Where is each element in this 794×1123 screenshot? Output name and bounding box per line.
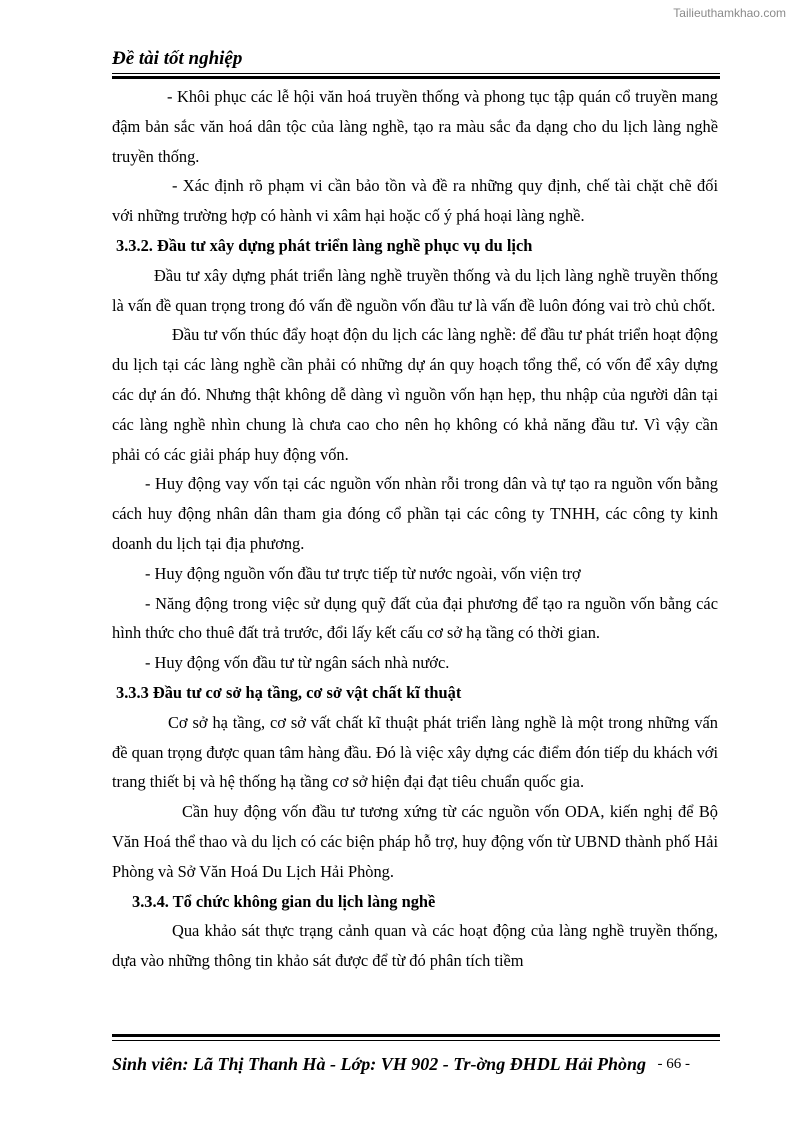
- page-footer: [112, 1054, 720, 1075]
- paragraph: Đầu tư vốn thúc đẩy hoạt độn du lịch các làng nghề: để đầu tư phát triển hoạt động du lịch tại các làng nghề cần phải có những dự án quy hoạch tổng thể, có vốn để xây dựng các dự án đó. Nhưng thật không dễ dàng vì nguồn vốn hạn hẹp, thu nhập của người dân tại các làng nghề nhìn chung là chưa cao cho nên họ không có khả năng đầu tư. Vì vậy cần phải có các giải pháp huy động vốn.: [112, 325, 718, 464]
- header-rule: [112, 73, 720, 74]
- watermark: Tailieuthamkhao.com: [673, 6, 786, 20]
- paragraph: Cơ sở hạ tầng, cơ sở vất chất kĩ thuật phát triển làng nghề là một trong những vấn đề quan trọng được quan tâm hàng đầu. Đó là việc xây dựng các điểm đón tiếp du khách với trang thiết bị và hệ thống hạ tầng cơ sở hiện đại đạt tiêu chuẩn quốc gia.: [112, 712, 718, 792]
- page-number: - 66 -: [657, 1056, 690, 1072]
- paragraph: Cần huy động vốn đầu tư tương xứng từ các nguồn vốn ODA, kiến nghị để Bộ Văn Hoá thể thao và du lịch có các biện pháp hỗ trợ, huy động vốn từ UBND thành phố Hải Phòng và Sở Văn Hoá Du Lịch Hải Phòng.: [112, 802, 718, 881]
- section-heading: 3.3.2. Đầu tư xây dựng phát triển làng nghề phục vụ du lịch: [116, 235, 533, 255]
- footer-rule-thick: [112, 1034, 720, 1037]
- paragraph: - Huy động vốn đầu tư từ ngân sách nhà nước.: [145, 653, 450, 673]
- paragraph: Đầu tư xây dựng phát triển làng nghề truyền thống và du lịch làng nghề truyền thống là vấn đề quan trọng trong đó vấn đề nguồn vốn đầu tư là vấn đề luôn đóng vai trò chủ chốt.: [112, 265, 718, 315]
- page-header: Đề tài tốt nghiệp: [112, 48, 243, 69]
- paragraph: - Khôi phục các lễ hội văn hoá truyền thống và phong tục tập quán cổ truyền mang đậm bản sắc văn hoá dân tộc của làng nghề, tạo ra màu sắc đa dạng cho du lịch làng nghề truyền thống.: [112, 87, 718, 166]
- header-rule-thick: [112, 76, 720, 79]
- paragraph: - Huy động nguồn vốn đầu tư trực tiếp từ nước ngoài, vốn viện trợ: [145, 563, 581, 583]
- paragraph: - Năng động trong việc sử dụng quỹ đất của đại phương để tạo ra nguồn vốn bằng các hình thức cho thuê đất trả trước, đổi lấy kết cấu cơ sở hạ tầng có thời gian.: [112, 593, 718, 643]
- paragraph: - Xác định rõ phạm vi cần bảo tồn và đề ra những quy định, chế tài chặt chẽ đối với những trường hợp có hành vi xâm hại hoặc cố ý phá hoại làng nghề.: [112, 176, 718, 226]
- footer-student-info: Sinh viên: Lã Thị Thanh Hà - Lớp: VH 902 - Tr-ờng ĐHDL Hải Phòng: [112, 1054, 647, 1074]
- section-heading: 3.3.4. Tổ chức không gian du lịch làng nghề: [132, 891, 436, 911]
- paragraph: - Huy động vay vốn tại các nguồn vốn nhàn rỗi trong dân và tự tạo ra nguồn vốn bằng cách huy động nhân dân tham gia đóng cổ phần tại các công ty TNHH, các công ty kinh doanh du lịch tại địa phương.: [112, 474, 718, 553]
- section-heading: 3.3.3 Đầu tư cơ sở hạ tầng, cơ sở vật chất kĩ thuật: [116, 682, 462, 702]
- document-body: [112, 82, 718, 976]
- footer-rule: [112, 1040, 720, 1041]
- paragraph: Qua khảo sát thực trạng cảnh quan và các hoạt động của làng nghề truyền thống, dựa vào những thông tin khảo sát được để từ đó phân tích tiềm: [112, 921, 718, 971]
